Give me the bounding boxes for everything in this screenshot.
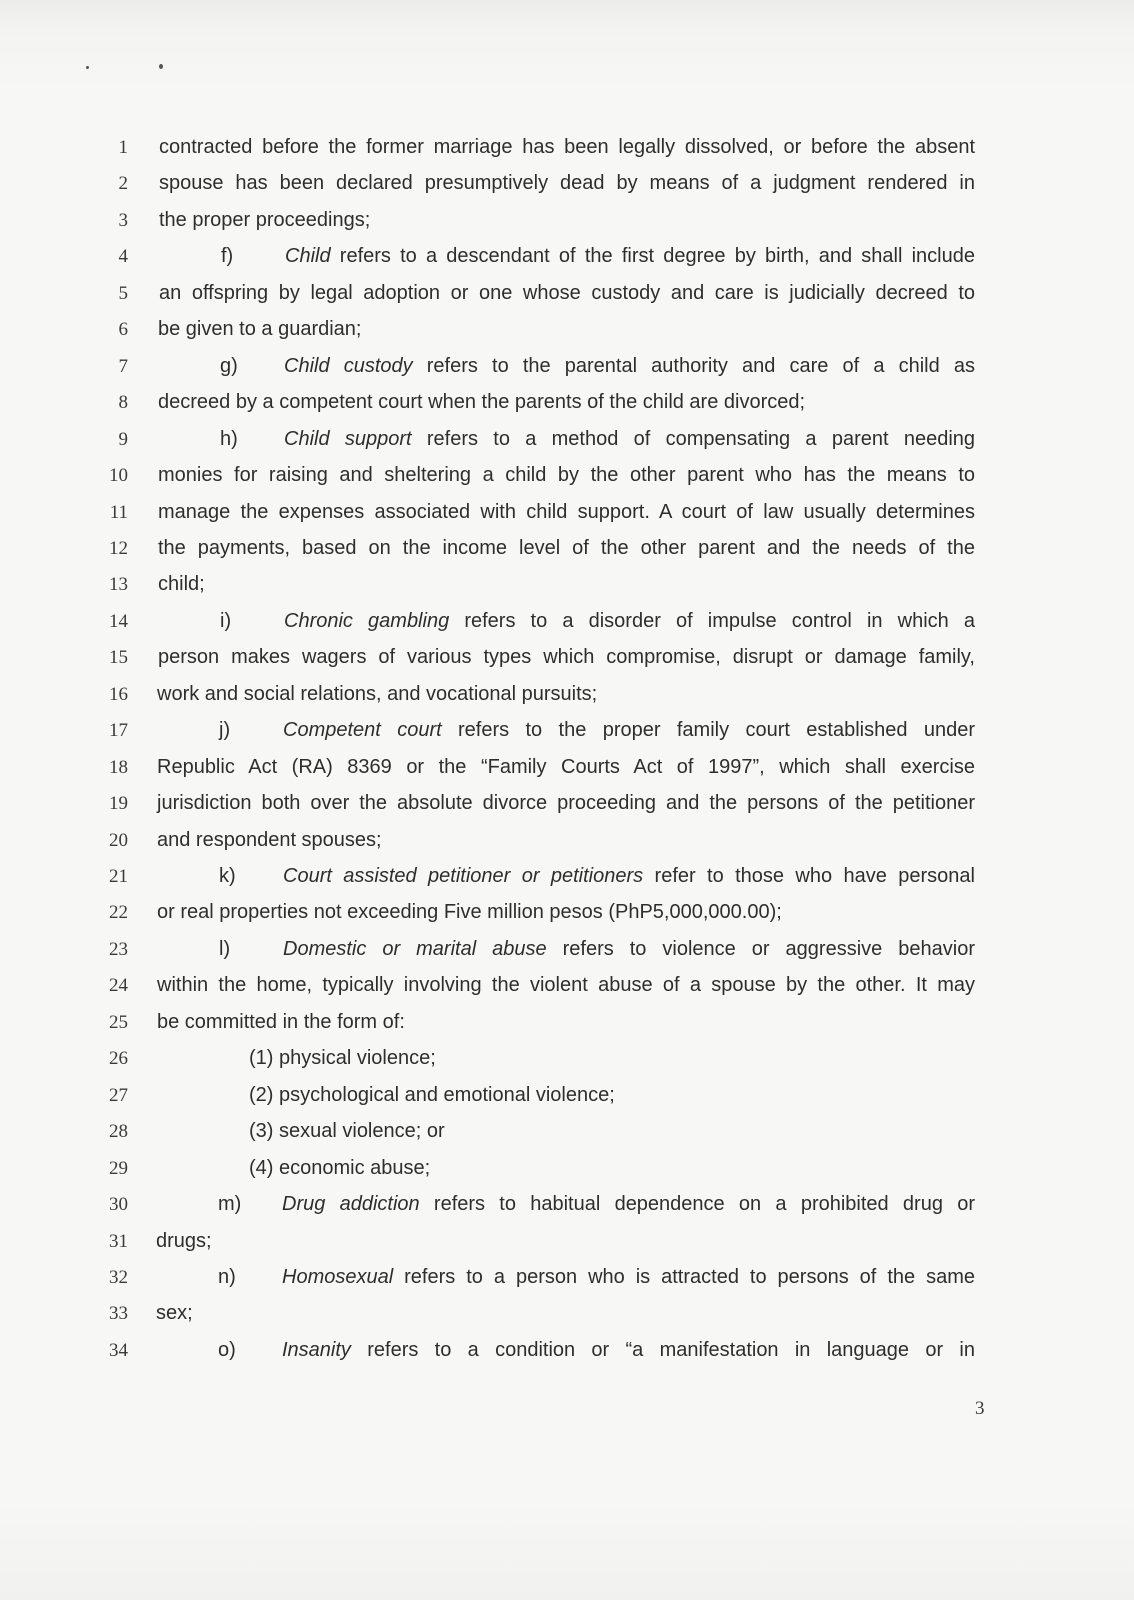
text-line [0, 316, 1134, 346]
line-number: 17 [109, 720, 128, 741]
text-line [0, 353, 1134, 383]
definition-marker: g) [220, 355, 238, 377]
definition-rest: refers to the proper family court established under [441, 719, 975, 741]
definition-text [284, 608, 975, 634]
definition-rest: refers to a method of compensating a parent needing [411, 428, 976, 450]
definition-text [282, 1191, 975, 1217]
line-number: 12 [109, 538, 128, 559]
text-line [0, 535, 1134, 565]
defined-term: Domestic or marital abuse [283, 938, 547, 960]
line-number: 26 [109, 1048, 128, 1069]
line-number: 8 [118, 392, 128, 413]
definition-marker: k) [219, 865, 236, 887]
body-text: Republic Act (RA) 8369 or the “Family Courts Act of 1997”, which shall exercise [157, 756, 975, 778]
scan-speck [159, 64, 163, 69]
definition-rest: refers to a descendant of the first degree by birth, and shall include [330, 245, 975, 267]
definition-marker: j) [219, 719, 231, 741]
body-text: drugs; [156, 1230, 212, 1252]
body-text: manage the expenses associated with child support. A court of law usually determines [158, 501, 975, 523]
text-line [0, 243, 1134, 273]
definition-marker: h) [220, 428, 238, 450]
line-number: 5 [118, 283, 128, 304]
defined-term: Child support [284, 428, 412, 450]
line-number: 33 [109, 1303, 128, 1324]
body-text: person makes wagers of various types which compromise, disrupt or damage family, [158, 646, 975, 668]
body-text: sex; [156, 1302, 193, 1324]
text-line [0, 644, 1134, 674]
text-line [0, 1009, 1134, 1039]
body-text: within the home, typically involving the violent abuse of a spouse by the other. It may [157, 974, 975, 996]
text-line [0, 790, 1134, 820]
definition-rest: refer to those who have personal [643, 865, 975, 887]
definition-text [283, 936, 975, 962]
body-text: an offspring by legal adoption or one whose custody and care is judicially decreed to [159, 282, 975, 304]
line-number: 34 [109, 1340, 128, 1361]
defined-term: Child custody [284, 355, 413, 377]
text-line [0, 608, 1134, 638]
body-text: decreed by a competent court when the parents of the child are divorced; [158, 391, 806, 413]
line-number: 4 [118, 246, 128, 267]
line-number: 2 [118, 173, 128, 194]
line-number: 29 [109, 1158, 128, 1179]
defined-term: Competent court [283, 719, 442, 741]
definition-marker: m) [218, 1193, 242, 1215]
defined-term: Child [285, 245, 331, 267]
line-number: 27 [109, 1085, 128, 1106]
body-text: contracted before the former marriage has been legally dissolved, or before the absent [159, 136, 975, 158]
definition-text [284, 353, 975, 379]
text-line [0, 863, 1134, 893]
body-text: and respondent spouses; [157, 829, 382, 851]
line-number: 32 [109, 1267, 128, 1288]
line-number: 7 [118, 356, 128, 377]
body-text: spouse has been declared presumptively dead by means of a judgment rendered in [159, 172, 975, 194]
line-number: 9 [118, 429, 128, 450]
text-line [0, 462, 1134, 492]
text-line [0, 571, 1134, 601]
text-line [0, 1118, 1134, 1148]
definition-rest: refers to a condition or “a manifestation in language or in [350, 1339, 975, 1361]
definition-marker: l) [219, 938, 231, 960]
body-text: or real properties not exceeding Five million pesos (PhP5,000,000.00); [157, 901, 782, 923]
text-line [0, 389, 1134, 419]
definition-marker: n) [218, 1266, 236, 1288]
line-number: 22 [109, 902, 128, 923]
text-line [0, 827, 1134, 857]
text-line [0, 1045, 1134, 1075]
text-line [0, 1155, 1134, 1185]
body-text: the proper proceedings; [159, 209, 371, 231]
text-line [0, 1191, 1134, 1221]
defined-term: Drug addiction [282, 1193, 420, 1215]
text-line [0, 280, 1134, 310]
page-number: 3 [975, 1398, 985, 1419]
line-number: 19 [109, 793, 128, 814]
text-line [0, 681, 1134, 711]
line-number: 13 [109, 574, 128, 595]
text-line [0, 207, 1134, 237]
body-text: jurisdiction both over the absolute divorce proceeding and the persons of the petitioner [157, 792, 975, 814]
text-line [0, 972, 1134, 1002]
line-number: 28 [109, 1121, 128, 1142]
line-number: 1 [118, 137, 128, 158]
line-number: 3 [118, 210, 128, 231]
line-number: 15 [109, 647, 128, 668]
line-number: 14 [109, 611, 128, 632]
line-number: 21 [109, 866, 128, 887]
definition-text [282, 1264, 975, 1290]
line-number: 16 [109, 684, 128, 705]
sub-item: (4) economic abuse; [249, 1157, 431, 1179]
body-text: be given to a guardian; [158, 318, 362, 340]
definition-text [284, 426, 975, 452]
text-line [0, 936, 1134, 966]
definition-text [285, 243, 975, 269]
definition-marker: o) [218, 1339, 236, 1361]
body-text: monies for raising and sheltering a child by the other parent who has the means to [158, 464, 975, 486]
text-line [0, 1300, 1134, 1330]
sub-item: (1) physical violence; [249, 1047, 436, 1069]
text-line [0, 899, 1134, 929]
text-line [0, 134, 1134, 164]
line-number: 24 [109, 975, 128, 996]
defined-term: Insanity [282, 1339, 351, 1361]
text-line [0, 1228, 1134, 1258]
body-text: the payments, based on the income level of the other parent and the needs of the [158, 537, 975, 559]
sub-item: (2) psychological and emotional violence; [249, 1084, 615, 1106]
definition-text [283, 863, 975, 889]
line-number: 11 [109, 502, 128, 523]
text-line [0, 170, 1134, 200]
definition-rest: refers to a person who is attracted to persons of the same [393, 1266, 975, 1288]
definition-rest: refers to a disorder of impulse control in which a [449, 610, 975, 632]
sub-item: (3) sexual violence; or [249, 1120, 445, 1142]
text-line [0, 426, 1134, 456]
line-number: 18 [109, 757, 128, 778]
text-line [0, 1264, 1134, 1294]
defined-term: Homosexual [282, 1266, 394, 1288]
definition-text [282, 1337, 975, 1363]
line-number: 23 [109, 939, 128, 960]
body-text: be committed in the form of: [157, 1011, 405, 1033]
body-text: child; [158, 573, 205, 595]
line-number: 6 [118, 319, 128, 340]
text-line [0, 1082, 1134, 1112]
definition-marker: f) [221, 245, 234, 267]
scan-speck [86, 66, 89, 69]
text-line [0, 754, 1134, 784]
defined-term: Chronic gambling [284, 610, 450, 632]
text-line [0, 499, 1134, 529]
definition-rest: refers to habitual dependence on a prohibited drug or [419, 1193, 975, 1215]
line-number: 20 [109, 830, 128, 851]
defined-term: Court assisted petitioner or petitioners [283, 865, 644, 887]
body-text: work and social relations, and vocational pursuits; [157, 683, 598, 705]
line-number: 30 [109, 1194, 128, 1215]
definition-text [283, 717, 975, 743]
line-number: 10 [109, 465, 128, 486]
definition-rest: refers to violence or aggressive behavior [546, 938, 975, 960]
definition-rest: refers to the parental authority and care of a child as [412, 355, 976, 377]
text-line [0, 1337, 1134, 1367]
line-number: 31 [109, 1231, 128, 1252]
definition-marker: i) [220, 610, 232, 632]
text-line [0, 717, 1134, 747]
line-number: 25 [109, 1012, 128, 1033]
